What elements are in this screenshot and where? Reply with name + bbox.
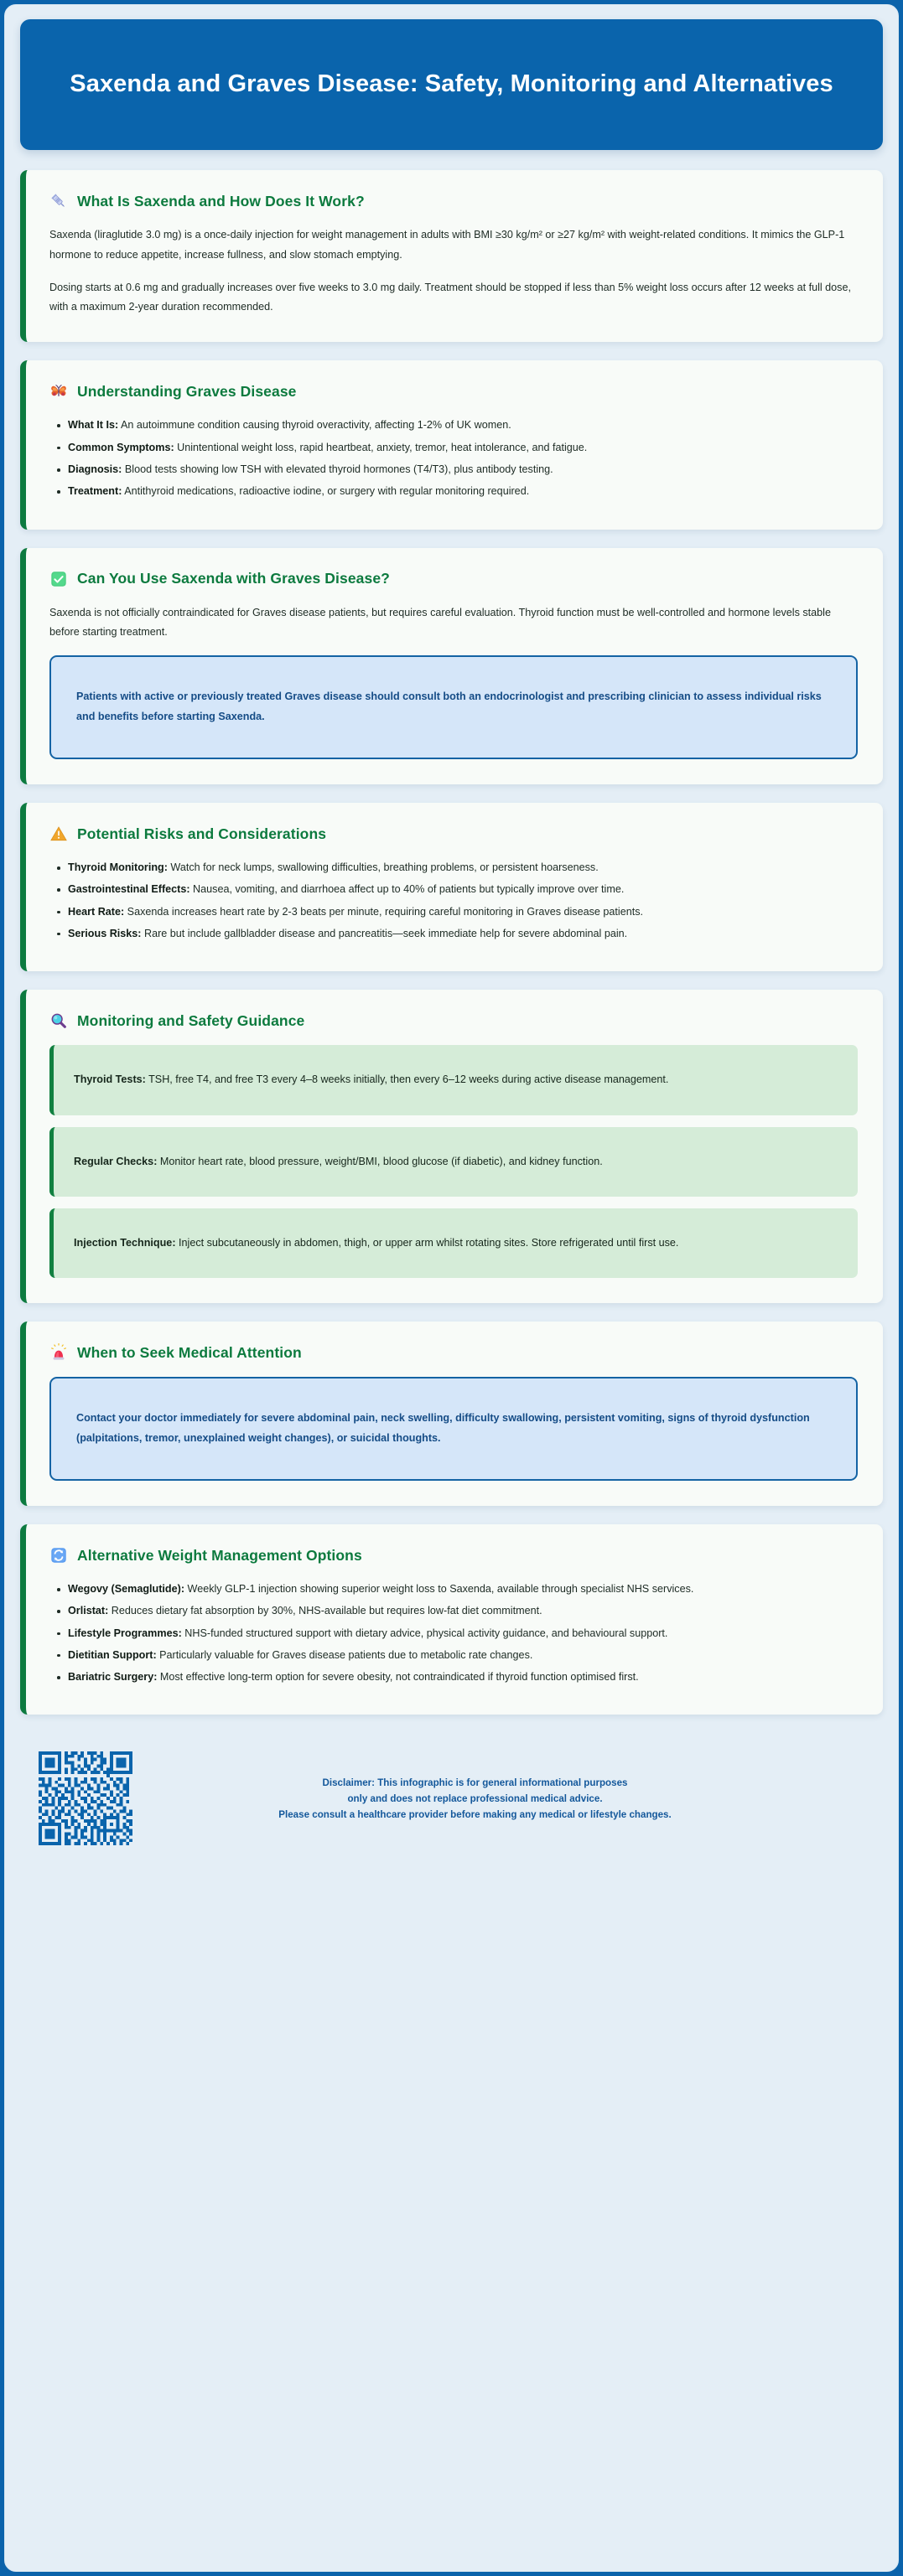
callout-body: Monitor heart rate, blood pressure, weight/BMI, blood glucose (if diabetic), and kidney function. xyxy=(157,1155,603,1167)
disclaimer xyxy=(139,1775,861,1823)
list-item-label: Heart Rate: xyxy=(68,905,125,918)
page-title: Saxenda and Graves Disease: Safety, Monitoring and Alternatives xyxy=(70,70,833,97)
infographic-page xyxy=(4,4,899,2572)
callout-text: Contact your doctor immediately for severe abdominal pain, neck swelling, difficulty swallowing, persistent vomiting, signs of thyroid dysfunction (palpitations, tremor, unexplained weight changes), or suicidal thoughts. xyxy=(76,1412,810,1445)
callout-text: Patients with active or previously treated Graves disease should consult both an endocrinologist and prescribing clinician to assess individual risks and benefits before starting Saxenda. xyxy=(76,691,822,723)
callout-text xyxy=(74,1152,836,1172)
check-box-icon xyxy=(49,570,68,588)
list-item xyxy=(68,1580,858,1599)
list-item xyxy=(68,1668,858,1687)
magnifier-icon xyxy=(49,1011,68,1030)
disclaimer-line-1: Disclaimer: This infographic is for general informational purposes xyxy=(322,1777,628,1788)
section-card-can-you-use-saxenda xyxy=(20,548,883,784)
list-item-text: Weekly GLP-1 injection showing superior weight loss to Saxenda, available through specialist NHS services. xyxy=(184,1583,694,1595)
list-item-label: Diagnosis: xyxy=(68,463,122,476)
paragraph: Dosing starts at 0.6 mg and gradually increases over five weeks to 3.0 mg daily. Treatment should be stopped if less than 5% weight loss occurs after 12 weeks at full dose, with a maximum 2-year duration recommended. xyxy=(49,281,851,313)
list-item xyxy=(68,416,858,435)
card-title: Potential Risks and Considerations xyxy=(77,825,327,842)
list-item-label: Orlistat: xyxy=(68,1605,109,1617)
siren-icon xyxy=(49,1343,68,1362)
list-item-text: Particularly valuable for Graves disease patients due to metabolic rate changes. xyxy=(156,1648,533,1661)
list-item-text: Rare but include gallbladder disease and pancreatitis—seek immediate help for severe abdominal pain. xyxy=(141,927,628,939)
list-item xyxy=(68,1646,858,1665)
list-item-text: Unintentional weight loss, rapid heartbeat, anxiety, tremor, heat intolerance, and fatigue. xyxy=(174,441,588,453)
blue-callout-box xyxy=(49,1377,858,1481)
butterfly-icon xyxy=(49,382,68,401)
card-header xyxy=(49,192,858,210)
card-title: When to Seek Medical Attention xyxy=(77,1343,302,1361)
list-item-text: Blood tests showing low TSH with elevated thyroid hormones (T4/T3), plus antibody testing. xyxy=(122,463,553,476)
list-item-label: Serious Risks: xyxy=(68,927,142,939)
list-item-label: Dietitian Support: xyxy=(68,1648,157,1661)
list-item xyxy=(68,858,858,877)
list-item-text: Reduces dietary fat absorption by 30%, NHS-available but requires low-fat diet commitment. xyxy=(108,1605,542,1617)
refresh-box-icon xyxy=(49,1546,68,1565)
list-item-label: Common Symptoms: xyxy=(68,441,174,453)
card-header xyxy=(49,1546,858,1565)
list-item xyxy=(68,1601,858,1621)
list-item-text: Nausea, vomiting, and diarrhoea affect up to 40% of patients but typically improve over time. xyxy=(189,883,625,896)
callout-label: Thyroid Tests: xyxy=(74,1073,146,1086)
list-item-label: Bariatric Surgery: xyxy=(68,1671,158,1684)
card-header xyxy=(49,825,858,843)
callout-body: TSH, free T4, and free T3 every 4–8 weeks initially, then every 6–12 weeks during active disease management. xyxy=(145,1073,669,1086)
section-card-seek-medical-attention xyxy=(20,1322,883,1506)
card-header xyxy=(49,570,858,588)
list-item-label: Wegovy (Semaglutide): xyxy=(68,1583,185,1595)
paragraph: Saxenda (liraglutide 3.0 mg) is a once-daily injection for weight management in adults with BMI ≥30 kg/m² or ≥27 kg/m² with weight-related conditions. It mimics the GLP-1 hormone to reduce appetite, increase fullness, and slow stomach emptying. xyxy=(49,229,845,261)
disclaimer-line-2: only and does not replace professional medical advice. xyxy=(347,1792,603,1804)
list-item xyxy=(68,903,858,922)
bullet-list xyxy=(49,416,858,501)
list-item xyxy=(68,482,858,501)
list-item-text: Saxenda increases heart rate by 2-3 beats per minute, requiring careful monitoring in Graves disease patients. xyxy=(124,905,644,918)
paragraph: Saxenda is not officially contraindicated for Graves disease patients, but requires careful evaluation. Thyroid function must be well-controlled and hormone levels stable before starting treatment. xyxy=(49,606,831,638)
card-title: Alternative Weight Management Options xyxy=(77,1546,362,1564)
list-item-text: NHS-funded structured support with dietary advice, physical activity guidance, and behavioural support. xyxy=(181,1627,668,1639)
footer xyxy=(20,1733,883,1867)
bullet-list xyxy=(49,858,858,944)
qr-code-icon[interactable] xyxy=(39,1751,132,1845)
card-title: What Is Saxenda and How Does It Work? xyxy=(77,192,365,209)
green-callout-box xyxy=(49,1208,858,1278)
green-callout-box xyxy=(49,1127,858,1197)
card-header xyxy=(49,382,858,401)
warning-triangle-icon xyxy=(49,825,68,843)
list-item-label: Gastrointestinal Effects: xyxy=(68,883,190,896)
green-callout-box xyxy=(49,1045,858,1115)
callout-text xyxy=(74,1070,836,1089)
card-title: Can You Use Saxenda with Graves Disease? xyxy=(77,570,390,587)
list-item-label: Treatment: xyxy=(68,485,122,498)
card-header xyxy=(49,1011,858,1030)
list-item-label: Thyroid Monitoring: xyxy=(68,861,168,874)
list-item xyxy=(68,880,858,899)
list-item-text: Most effective long-term option for severe obesity, not contraindicated if thyroid function optimised first. xyxy=(157,1671,639,1684)
callout-body: Inject subcutaneously in abdomen, thigh, or upper arm whilst rotating sites. Store refrigerated until first use. xyxy=(175,1236,679,1249)
card-title: Understanding Graves Disease xyxy=(77,382,297,400)
section-card-alternative-options xyxy=(20,1524,883,1715)
list-item xyxy=(68,438,858,458)
list-item-label: Lifestyle Programmes: xyxy=(68,1627,182,1639)
list-item-text: An autoimmune condition causing thyroid overactivity, affecting 1-2% of UK women. xyxy=(118,419,511,432)
bullet-list xyxy=(49,1580,858,1687)
callout-label: Regular Checks: xyxy=(74,1155,158,1167)
list-item xyxy=(68,1624,858,1643)
list-item xyxy=(68,924,858,944)
list-item-text: Watch for neck lumps, swallowing difficulties, breathing problems, or persistent hoarseness. xyxy=(167,861,599,874)
list-item-label: What It Is: xyxy=(68,419,119,432)
callout-label: Injection Technique: xyxy=(74,1236,176,1249)
card-header xyxy=(49,1343,858,1362)
syringe-icon xyxy=(49,192,68,210)
section-card-what-is-saxenda xyxy=(20,170,883,342)
list-item-text: Antithyroid medications, radioactive iodine, or surgery with regular monitoring required. xyxy=(122,485,530,498)
section-card-potential-risks xyxy=(20,803,883,971)
card-title: Monitoring and Safety Guidance xyxy=(77,1011,305,1029)
disclaimer-line-3: Please consult a healthcare provider before making any medical or lifestyle changes. xyxy=(278,1809,672,1821)
section-card-understanding-graves xyxy=(20,360,883,529)
callout-text xyxy=(74,1234,836,1253)
section-card-monitoring-guidance xyxy=(20,990,883,1303)
blue-callout-box xyxy=(49,655,858,759)
list-item xyxy=(68,460,858,479)
header-banner xyxy=(20,19,883,150)
